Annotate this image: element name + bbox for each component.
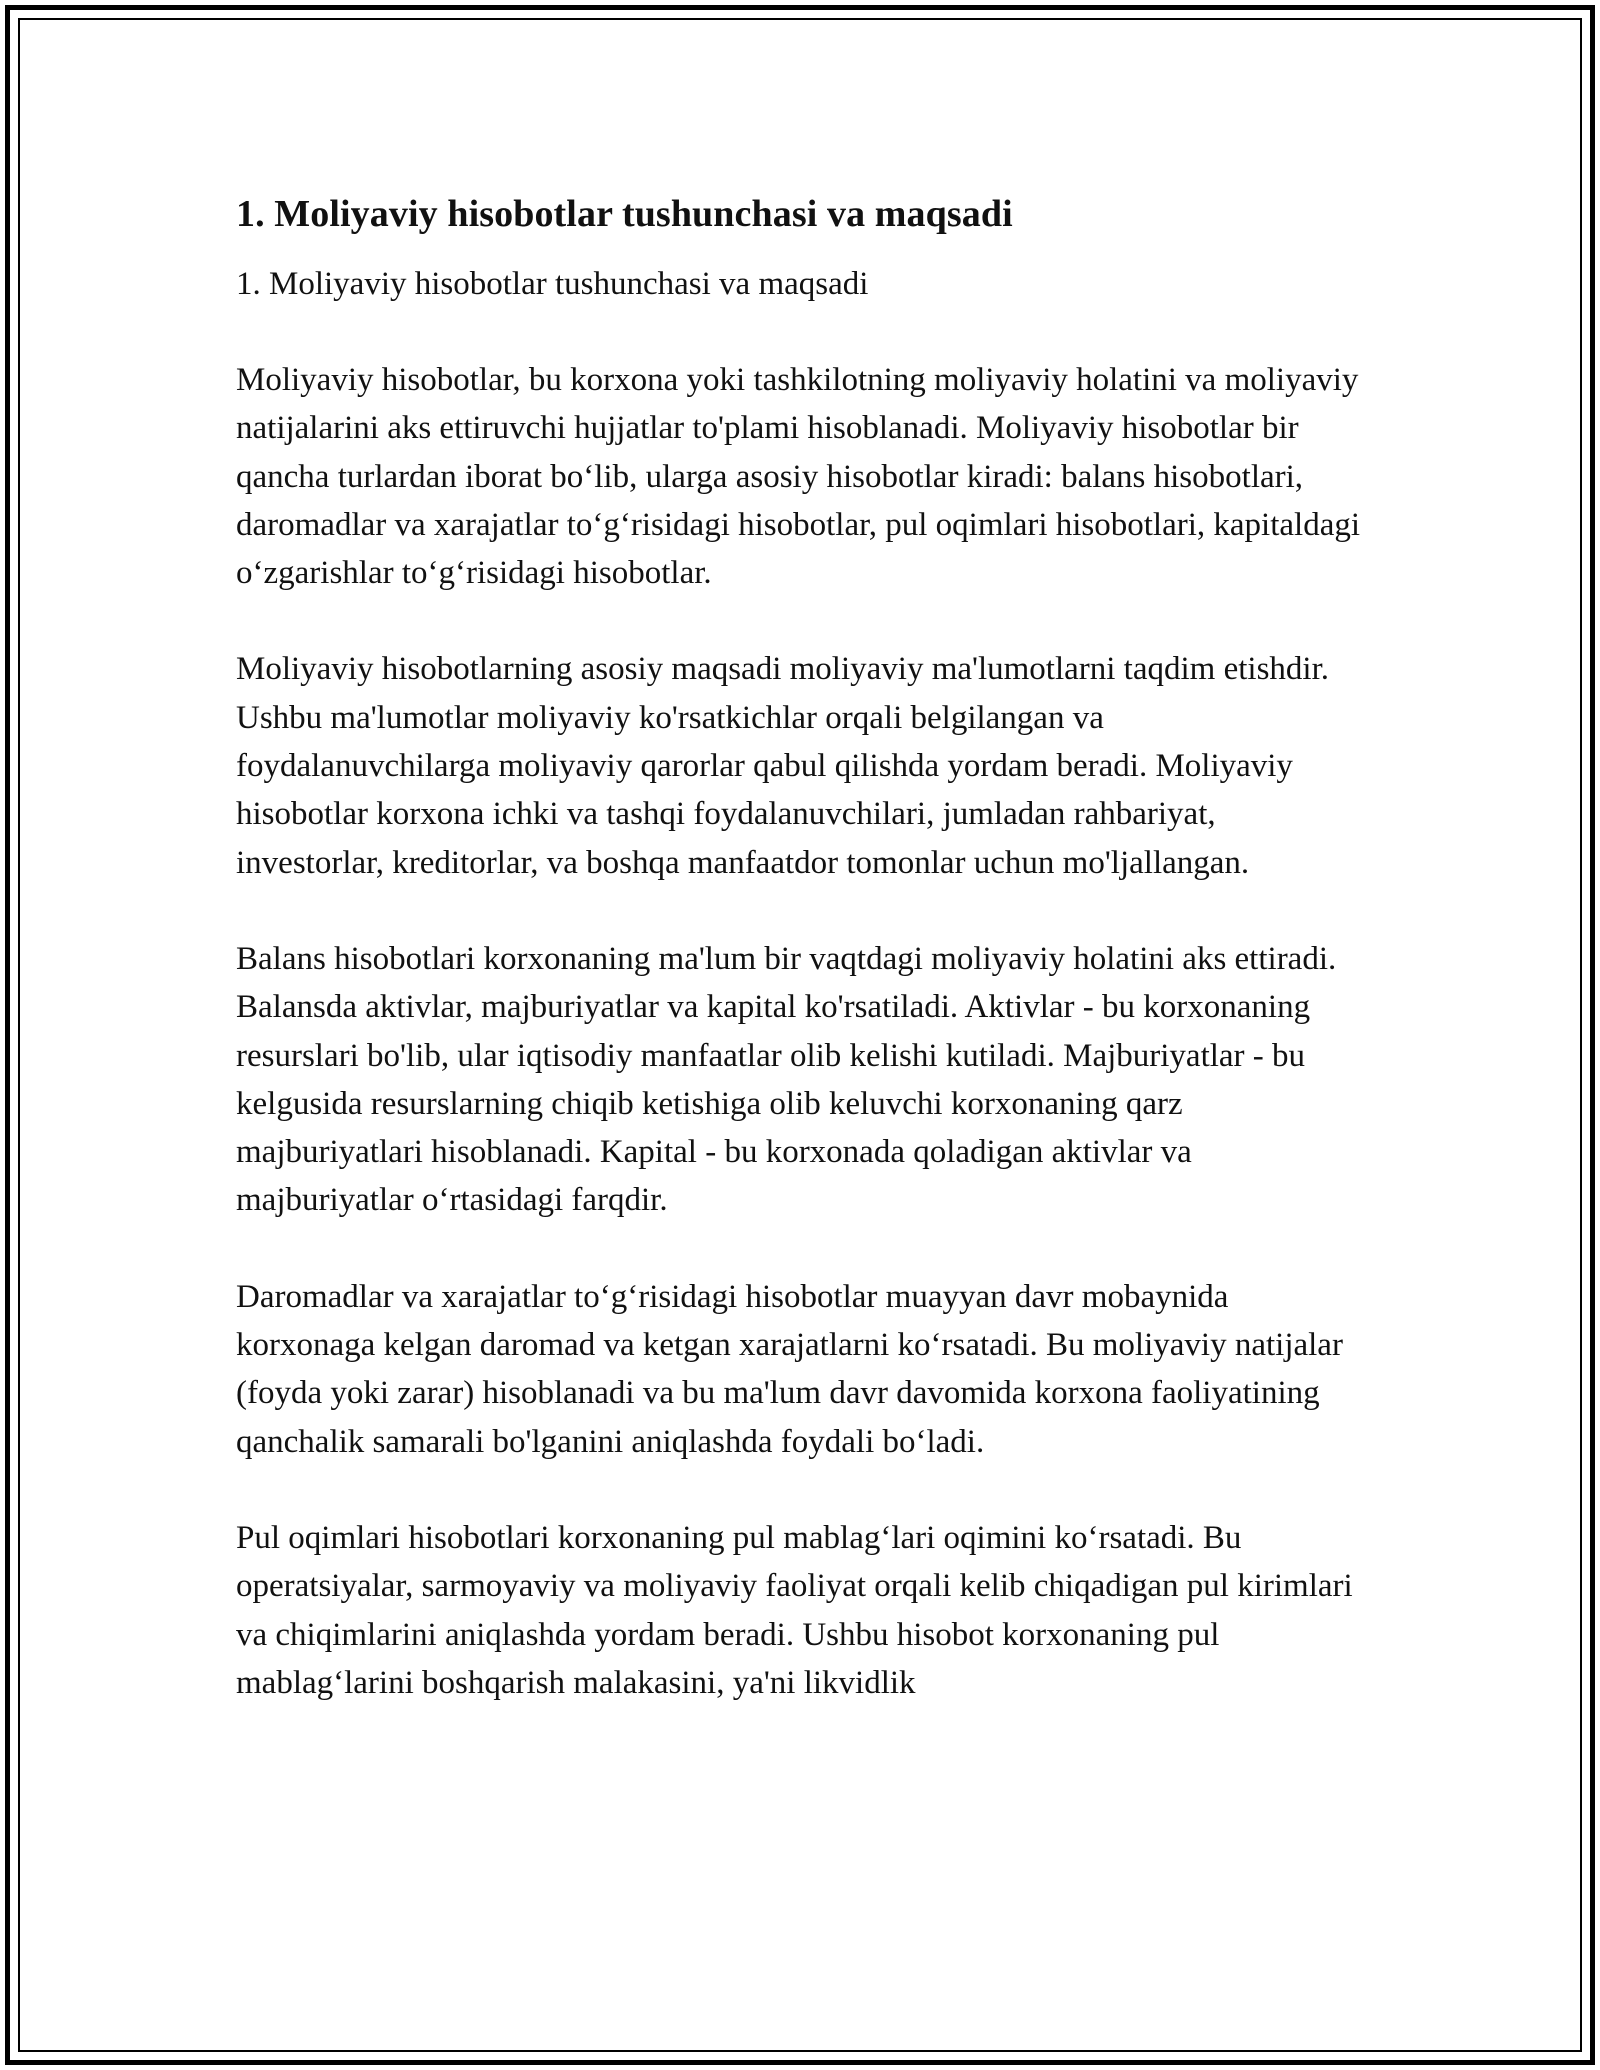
section-heading: 1. Moliyaviy hisobotlar tushunchasi va maqsadi xyxy=(236,193,1013,235)
paragraph-balance-sheet: Balans hisobotlari korxonaning ma'lum bir vaqtdagi moliyaviy holatini aks ettiradi. Balansda aktivlar, majburiyatlar va kapital ko'rsatiladi. Aktivlar - bu korxonaning resurslari bo'lib, ular iqtisodiy manfaatlar olib kelishi kutiladi. Majburiyatlar - bu kelgusida resurslarning chiqib ketishiga olib keluvchi korxonaning qarz majburiyatlari hisoblanadi. Kapital - bu korxonada qoladigan aktivlar va majburiyatlar o‘rtasidagi farqdir. xyxy=(236,940,1337,1219)
paragraph-income-statement: Daromadlar va xarajatlar to‘g‘risidagi hisobotlar muayyan davr mobaynida korxonaga kelgan daromad va ketgan xarajatlarni ko‘rsatadi. Bu moliyaviy natijalar (foyda yoki zarar) hisoblanadi va bu ma'lum davr davomida korxona faoliyatining qanchalik samarali bo'lganini aniqlashda foydali bo‘ladi. xyxy=(236,1278,1343,1460)
paragraph-cash-flow: Pul oqimlari hisobotlari korxonaning pul mablag‘lari oqimini ko‘rsatadi. Bu operatsiyalar, sarmoyaviy va moliyaviy faoliyat orqali kelib chiqadigan pul kirimlari va chiqimlarini aniqlashda yordam beradi. Ushbu hisobot korxonaning pul mablag‘larini boshqarish malakasini, ya'ni likvidlik xyxy=(236,1519,1353,1701)
paragraph-purpose: Moliyaviy hisobotlarning asosiy maqsadi moliyaviy ma'lumotlarni taqdim etishdir. Ushbu ma'lumotlar moliyaviy ko'rsatkichlar orqali belgilangan va foydalanuvchilarga moliyaviy qarorlar qabul qilishda yordam beradi. Moliyaviy hisobotlar korxona ichki va tashqi foydalanuvchilari, jumladan rahbariyat, investorlar, kreditorlar, va boshqa manfaatdor tomonlar uchun mo'ljallangan. xyxy=(236,651,1329,881)
section-subheading: 1. Moliyaviy hisobotlar tushunchasi va maqsadi xyxy=(236,266,869,302)
paragraph-definition: Moliyaviy hisobotlar, bu korxona yoki tashkilotning moliyaviy holatini va moliyaviy natijalarini aks ettiruvchi hujjatlar to'plami hisoblanadi. Moliyaviy hisobotlar bir qancha turlardan iborat bo‘lib, ularga asosiy hisobotlar kiradi: balans hisobotlari, daromadlar va xarajatlar to‘g‘risidagi hisobotlar, pul oqimlari hisobotlari, kapitaldagi o‘zgarishlar to‘g‘risidagi hisobotlar. xyxy=(236,362,1361,592)
document-body xyxy=(236,186,1366,1707)
